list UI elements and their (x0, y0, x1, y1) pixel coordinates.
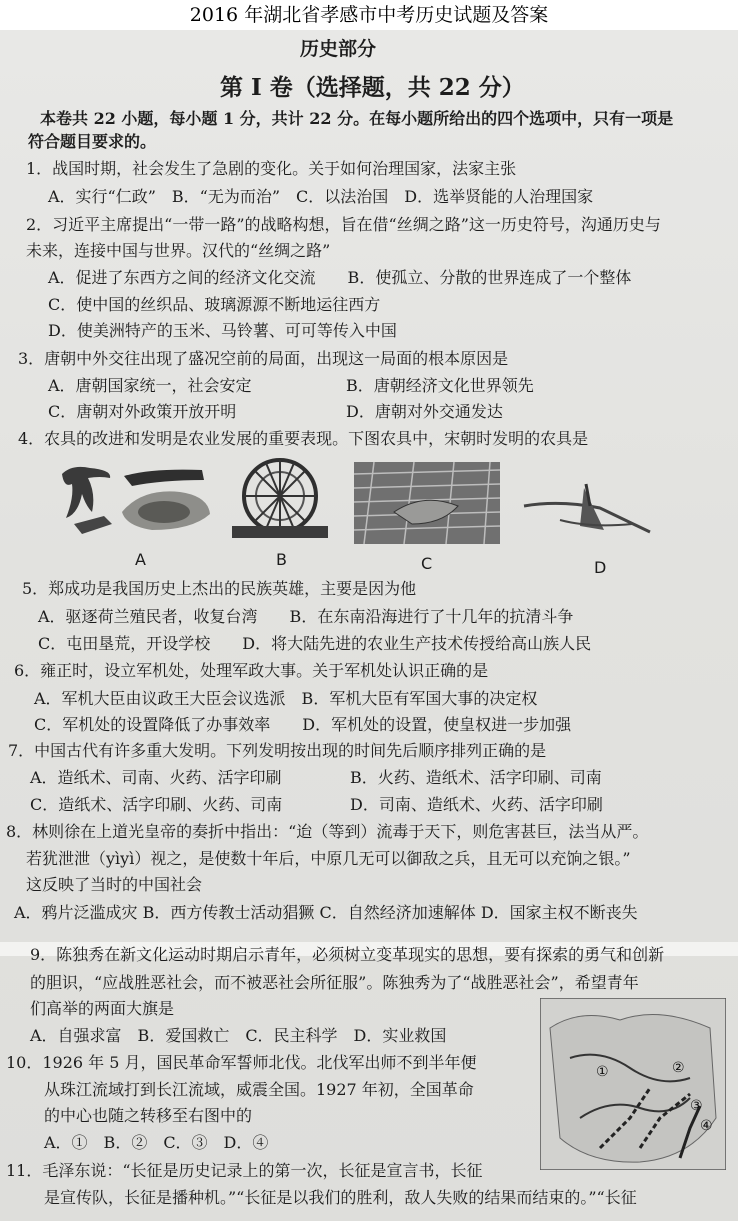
question-1-stem: 1．战国时期，社会发生了急剧的变化。关于如何治理国家，法家主张 (26, 159, 517, 178)
question-3-stem: 3．唐朝中外交往出现了盛况空前的局面，出现这一局面的根本原因是 (18, 349, 509, 368)
question-5-options: C．屯田垦荒，开设学校 D．将大陆先进的农业生产技术传授给高山族人民 (38, 634, 592, 653)
question-10-stem: 从珠江流域打到长江流域，威震全国。1927 年初，全国革命 (44, 1080, 474, 1099)
question-7-option-c: C．造纸术、活字印刷、火药、司南 (30, 795, 283, 814)
question-2-stem: 未来，连接中国与世界。汉代的“丝绸之路” (26, 241, 331, 260)
figure-label-a: A (135, 550, 146, 569)
question-11-stem: 11．毛泽东说：“长征是历史记录上的第一次，长征是宣言书，长征 (6, 1161, 483, 1180)
question-8-stem: 8．林则徐在上道光皇帝的奏折中指出：“迨（等到）流毒于天下，则危害甚巨，法当从严。 (6, 822, 649, 841)
question-3-option-c: C．唐朝对外政策开放开明 (48, 402, 237, 421)
figure-label-b: B (276, 550, 287, 569)
question-11-stem: 是宣传队，长征是播种机。”“长征是以我们的胜利，敌人失败的结果而结束的。”“长征 (44, 1188, 637, 1207)
question-10-stem: 的中心也随之转移至右图中的 (44, 1106, 253, 1125)
question-3-option-a: A．唐朝国家统一，社会安定 (48, 376, 252, 395)
question-2-options: A．促进了东西方之间的经济文化交流 B．使孤立、分散的世界连成了一个整体 (48, 268, 632, 287)
question-5-options: A．驱逐荷兰殖民者，收复台湾 B．在东南沿海进行了十几年的抗清斗争 (38, 607, 574, 626)
instructions-line: 本卷共 22 小题，每小题 1 分，共计 22 分。在每小题所给出的四个选项中，只有一项是 (40, 109, 674, 128)
question-7-option-a: A．造纸术、司南、火药、活字印刷 (30, 768, 282, 787)
question-6-options: C．军机处的设置降低了办事效率 D．军机处的设置，使皇权进一步加强 (34, 715, 572, 734)
map-marker-2: ② (672, 1060, 685, 1076)
question-2-option-d: D．使美洲特产的玉米、马铃薯、可可等传入中国 (48, 321, 397, 340)
instructions-line: 符合题目要求的。 (28, 132, 157, 151)
question-6-stem: 6．雍正时，设立军机处，处理军政大事。关于军机处认识正确的是 (14, 661, 489, 680)
question-10-options: A．① B．② C．③ D．④ (44, 1133, 269, 1152)
question-2-option-c: C．使中国的丝织品、玻璃源源不断地运往西方 (48, 295, 381, 314)
farm-tool-a-image (52, 454, 214, 544)
question-9-stem: 9．陈独秀在新文化运动时期启示青年，必须树立变革现实的思想，要有探索的勇气和创新 (30, 945, 665, 964)
question-9-stem: 的胆识，“应战胜恶社会，而不被恶社会所征服”。陈独秀为了“战胜恶社会”，希望青年 (30, 973, 639, 992)
question-7-stem: 7．中国古代有许多重大发明。下列发明按出现的时间先后顺序排列正确的是 (8, 741, 547, 760)
question-1-options: A．实行“仁政” B．“无为而治” C．以法治国 D．选举贤能的人治理国家 (48, 187, 594, 206)
question-9-options: A．自强求富 B．爱国救亡 C．民主科学 D．实业救国 (30, 1026, 447, 1045)
question-7-option-b: B．火药、造纸术、活字印刷、司南 (350, 768, 602, 787)
figure-label-c: C (421, 554, 433, 573)
question-4-stem: 4．农具的改进和发明是农业发展的重要表现。下图农具中，宋朝时发明的农具是 (18, 429, 589, 448)
question-7-option-d: D．司南、造纸术、火药、活字印刷 (350, 795, 603, 814)
question-9-stem: 们高举的两面大旗是 (30, 999, 175, 1018)
farm-tool-b-waterwheel-image (228, 454, 332, 542)
question-8-stem: 若犹泄泄（yìyì）视之，是使数十年后，中原几无可以御敌之兵，且无可以充饷之银。” (26, 849, 631, 868)
question-5-stem: 5．郑成功是我国历史上杰出的民族英雄，主要是因为他 (22, 579, 417, 598)
figure-label-d: D (594, 558, 607, 577)
question-10-stem: 10．1926 年 5 月，国民革命军誓师北伐。北伐军出师不到半年便 (6, 1053, 477, 1072)
question-3-option-b: B．唐朝经济文化世界领先 (346, 376, 534, 395)
northern-expedition-map (540, 998, 726, 1170)
question-8-stem: 这反映了当时的中国社会 (26, 875, 203, 894)
question-6-options: A．军机大臣由议政王大臣会议选派 B．军机大臣有军国大事的决定权 (34, 689, 538, 708)
question-3-option-d: D．唐朝对外交通发达 (346, 402, 503, 421)
map-marker-4: ④ (700, 1118, 713, 1134)
section-title: 历史部分 (300, 38, 377, 60)
map-marker-3: ③ (690, 1098, 703, 1114)
volume-title: 第 I 卷（选择题，共 22 分） (220, 74, 525, 101)
question-2-stem: 2．习近平主席提出“一带一路”的战略构想，旨在借“丝绸之路”这一历史符号，沟通历史与 (26, 215, 661, 234)
map-marker-1: ① (596, 1064, 609, 1080)
farm-tool-c-field-image (354, 462, 500, 544)
question-8-options: A．鸦片泛滥成灾 B．西方传教士活动猖獗 C．自然经济加速解体 D．国家主权不断丧失 (14, 903, 638, 922)
document-title: 2016 年湖北省孝感市中考历史试题及答案 (0, 0, 738, 30)
farm-tool-d-plough-image (520, 480, 670, 540)
